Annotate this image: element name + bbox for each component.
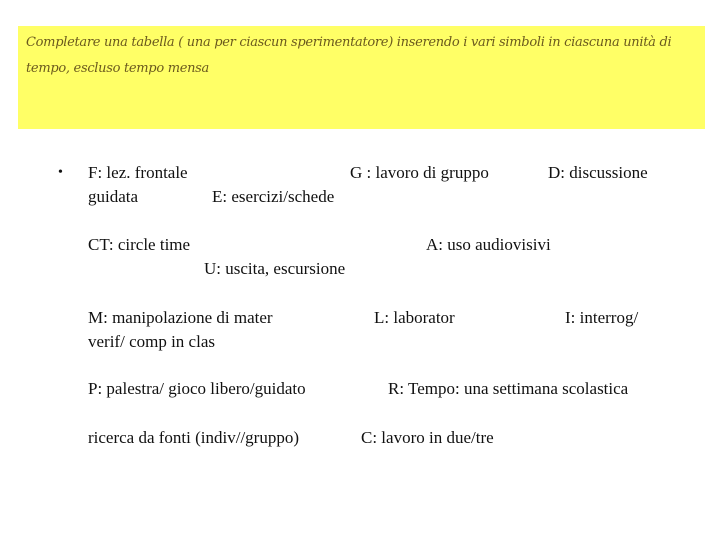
legend-f: F: lez. frontale [88,163,188,182]
instruction-box [18,26,705,129]
legend-ricerca: ricerca da fonti (indiv//gruppo) [88,428,300,447]
legend-guidata: guidata [88,187,139,206]
legend-g: G : lavoro di gruppo [350,163,489,182]
legend-d: D: discussione [548,163,648,182]
legend-ct: CT: circle time [88,235,191,254]
legend-verif: verif/ comp in clas [88,332,215,351]
legend-a: A: uso audiovisivi [426,235,551,254]
legend-l: L: laborator [374,308,455,327]
legend-r: R: Tempo: una settimana scolastica [388,379,629,398]
legend-p: P: palestra/ gioco libero/guidato [88,379,306,398]
bullet-point: • [58,165,63,180]
legend-c: C: lavoro in due/tre [361,428,494,447]
legend-u: U: uscita, escursione [204,259,346,278]
legend-e: E: esercizi/schede [212,187,335,206]
instruction-text: Completare una tabella ( una per ciascun sperimentatore) inserendo i vari simboli in ciascuna unità di tempo, escluso tempo mensa [26,35,672,76]
legend-m: M: manipolazione di mater [88,308,273,327]
legend-i: I: interrog/ [565,308,639,327]
